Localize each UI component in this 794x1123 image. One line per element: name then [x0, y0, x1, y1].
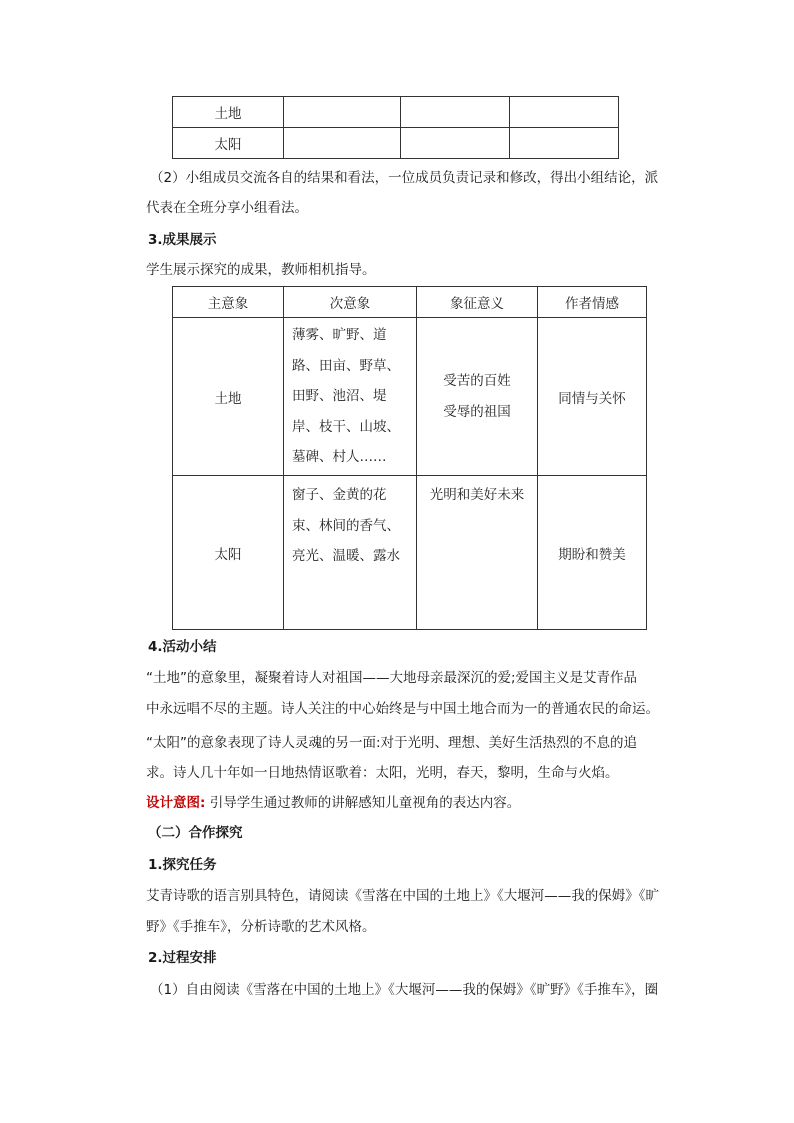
paragraph-line: （2）小组成员交流各自的结果和看法，一位成员负责记录和修改，得出小组结论，派 [150, 170, 659, 186]
section-heading: （二）合作探究 [148, 825, 243, 841]
table-cell-empty [401, 128, 510, 159]
section-heading: 2.过程安排 [148, 950, 217, 966]
table-row [173, 318, 647, 476]
design-intent-label: 设计意图: [146, 795, 206, 811]
section-heading: 4.活动小结 [148, 639, 217, 655]
table-cell-label: 土地 [173, 97, 284, 128]
image-table-partial [172, 96, 619, 159]
image-result-table [172, 286, 647, 630]
table-cell-sub: 窗子、金黄的花束、林间的香气、亮光、温暖、露水 [284, 476, 417, 630]
symbol-line: 受辱的祖国 [443, 403, 511, 420]
paragraph-line: “太阳”的意象表现了诗人灵魂的另一面:对于光明、理想、美好生活热烈的不息的追 [146, 735, 638, 751]
paragraph-line: 求。诗人几十年如一日地热情讴歌着：太阳，光明，春天，黎明，生命与火焰。 [146, 765, 619, 781]
table-cell-main: 土地 [173, 318, 284, 476]
table-cell-empty [510, 128, 619, 159]
paragraph-line: 艾青诗歌的语言别具特色，请阅读《雪落在中国的土地上》《大堰河——我的保姆》《旷 [146, 888, 659, 904]
table-row [173, 476, 647, 630]
section-heading: 3.成果展示 [148, 232, 217, 248]
table-cell-empty [284, 97, 401, 128]
table-cell-symbol [417, 318, 538, 476]
paragraph-line: 代表在全班分享小组看法。 [146, 200, 308, 216]
table-cell-empty [284, 128, 401, 159]
column-header: 作者情感 [538, 287, 647, 318]
design-intent-text: 引导学生通过教师的讲解感知儿童视角的表达内容。 [209, 795, 521, 811]
paragraph-line: （1）自由阅读《雪落在中国的土地上》《大堰河——我的保姆》《旷野》《手推车》，圈 [150, 982, 659, 998]
table-row [173, 97, 619, 128]
table-cell-sub: 薄雾、旷野、道路、田亩、野草、田野、池沼、堤岸、枝干、山坡、墓碑、村人…… [284, 318, 417, 476]
column-header: 主意象 [173, 287, 284, 318]
table-cell-emotion: 同情与关怀 [538, 318, 647, 476]
paragraph-line: 学生展示探究的成果，教师相机指导。 [146, 262, 376, 278]
table-cell-empty [510, 97, 619, 128]
table-cell-symbol: 光明和美好未来 [417, 476, 538, 630]
table-row [173, 128, 619, 159]
symbol-line: 受苦的百姓 [443, 373, 511, 389]
table-cell-empty [401, 97, 510, 128]
table-header-row [173, 287, 647, 318]
column-header: 次意象 [284, 287, 417, 318]
paragraph-line: 野》《手推车》，分析诗歌的艺术风格。 [146, 919, 376, 935]
table-cell-label: 太阳 [173, 128, 284, 159]
table-cell-main: 太阳 [173, 476, 284, 630]
table-cell-emotion: 期盼和赞美 [538, 476, 647, 630]
design-intent [146, 793, 520, 813]
section-heading: 1.探究任务 [148, 857, 217, 873]
paragraph-line: 中永远唱不尽的主题。诗人关注的中心始终是与中国土地合而为一的普通农民的命运。 [146, 701, 659, 717]
column-header: 象征意义 [417, 287, 538, 318]
paragraph-line: “土地”的意象里，凝聚着诗人对祖国——大地母亲最深沉的爱;爱国主义是艾青作品 [146, 670, 638, 686]
